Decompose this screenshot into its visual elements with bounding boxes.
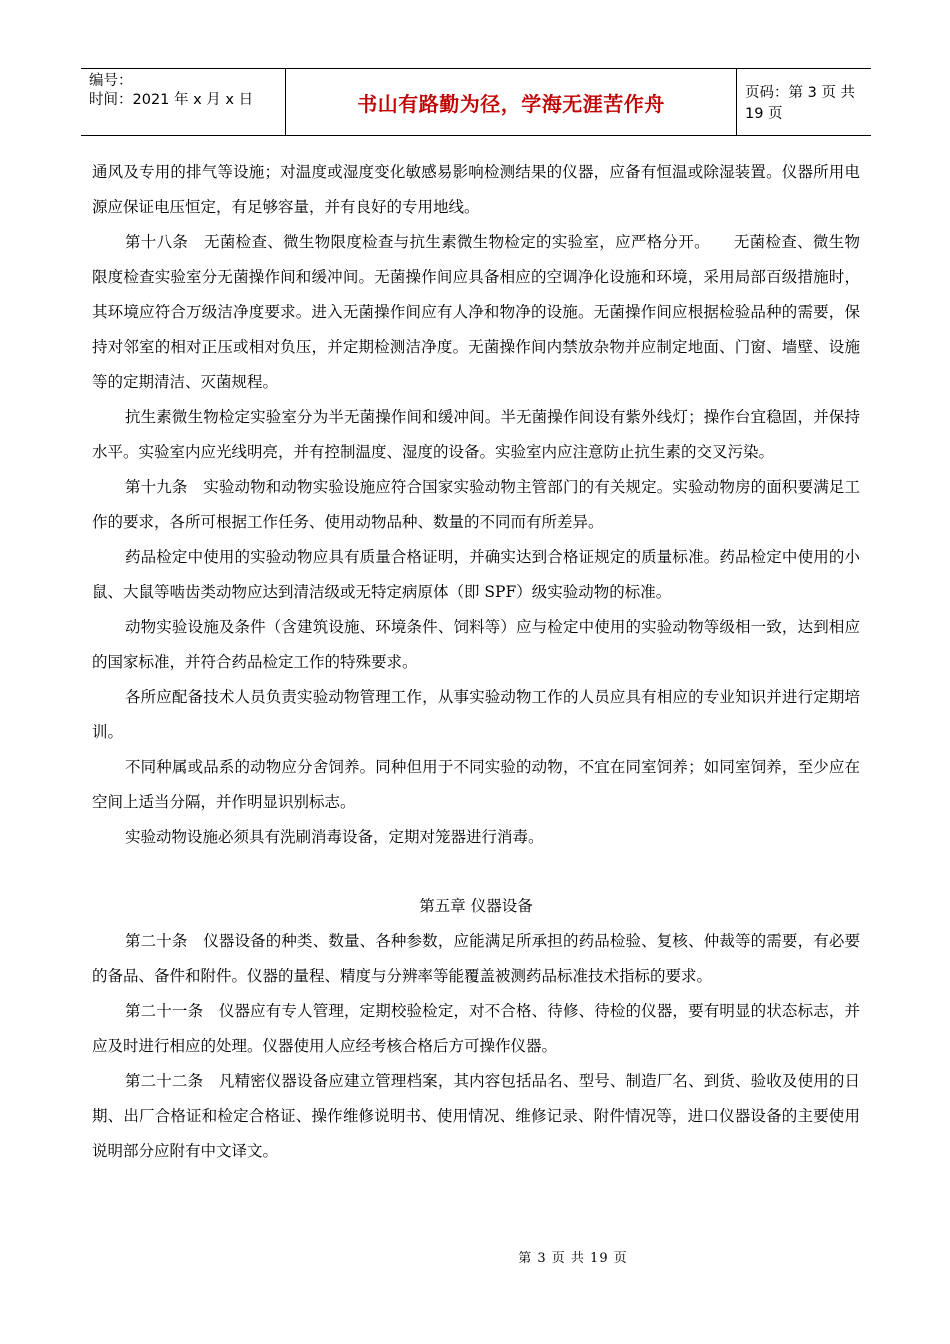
paragraph-animal-quality: 药品检定中使用的实验动物应具有质量合格证明，并确实达到合格证规定的质量标准。药品检定中使用的小鼠、大鼠等啮齿类动物应达到清洁级或无特定病原体（即 SPF）级实验动物的标准。	[92, 548, 860, 601]
header-motto-cell	[286, 69, 737, 135]
header-motto: 书山有路勤为径，学海无涯苦作舟	[357, 91, 665, 116]
footer-page-number: 第 3 页 共 19 页	[518, 1251, 628, 1266]
header-meta	[81, 69, 286, 135]
paragraph-animal-housing: 不同种属或品系的动物应分舍饲养。同种但用于不同实验的动物，不宜在同室饲养；如同室饲养，至少应在空间上适当分隔，并作明显识别标志。	[92, 758, 860, 811]
paragraph-animal-staff: 各所应配备技术人员负责实验动物管理工作，从事实验动物工作的人员应具有相应的专业知识并进行定期培训。	[92, 688, 860, 741]
article-22: 第二十二条 凡精密仪器设备应建立管理档案，其内容包括品名、型号、制造厂名、到货、验收及使用的日期、出厂合格证和检定合格证、操作维修说明书、使用情况、维修记录、附件情况等，进口仪器设备的主要使用说明部分应附有中文译文。	[92, 1072, 860, 1160]
article-18: 第十八条 无菌检查、微生物限度检查与抗生素微生物检定的实验室，应严格分开。 无菌检查、微生物限度检查实验室分无菌操作间和缓冲间。无菌操作间应具备相应的空调净化设施和环境，采用局部百级措施时，其环境应符合万级洁净度要求。进入无菌操作间应有人净和物净的设施。无菌操作间应根据检验品种的需要，保持对邻室的相对正压或相对负压，并定期检测洁净度。无菌操作间内禁放杂物并应制定地面、门窗、墙壁、设施等的定期清洁、灭菌规程。	[92, 233, 860, 391]
page-footer	[0, 1247, 950, 1266]
paragraph-animal-facilities: 动物实验设施及条件（含建筑设施、环境条件、饲料等）应与检定中使用的实验动物等级相一致，达到相应的国家标准，并符合药品检定工作的特殊要求。	[92, 618, 860, 671]
chapter-heading: 第五章 仪器设备	[419, 897, 533, 915]
article-21: 第二十一条 仪器应有专人管理，定期校验检定，对不合格、待修、待检的仪器，要有明显的状态标志，并应及时进行相应的处理。仪器使用人应经考核合格后方可操作仪器。	[92, 1002, 860, 1055]
article-20: 第二十条 仪器设备的种类、数量、各种参数，应能满足所承担的药品检验、复核、仲裁等的需要，有必要的备品、备件和附件。仪器的量程、精度与分辨率等能覆盖被测药品标准技术指标的要求。	[92, 932, 860, 985]
article-19: 第十九条 实验动物和动物实验设施应符合国家实验动物主管部门的有关规定。实验动物房的面积要满足工作的要求，各所可根据工作任务、使用动物品种、数量的不同而有所差异。	[92, 478, 860, 531]
paragraph-ventilation: 通风及专用的排气等设施；对温度或湿度变化敏感易影响检测结果的仪器，应备有恒温或除湿装置。仪器所用电源应保证电压恒定，有足够容量，并有良好的专用地线。	[92, 163, 860, 216]
paragraph-antibiotic-lab: 抗生素微生物检定实验室分为半无菌操作间和缓冲间。半无菌操作间设有紫外线灯；操作台宜稳固，并保持水平。实验室内应光线明亮，并有控制温度、湿度的设备。实验室内应注意防止抗生素的交叉污染。	[92, 408, 860, 461]
document-date: 时间：2021 年 x 月 x 日	[89, 92, 254, 108]
document-body	[92, 155, 860, 1169]
section-gap	[92, 855, 860, 889]
paragraph-disinfection: 实验动物设施必须具有洗刷消毒设备，定期对笼器进行消毒。	[125, 828, 544, 846]
document-number-label: 编号：	[89, 73, 133, 89]
page-header	[81, 68, 871, 136]
header-page-info: 页码：第 3 页 共 19 页	[745, 85, 856, 122]
